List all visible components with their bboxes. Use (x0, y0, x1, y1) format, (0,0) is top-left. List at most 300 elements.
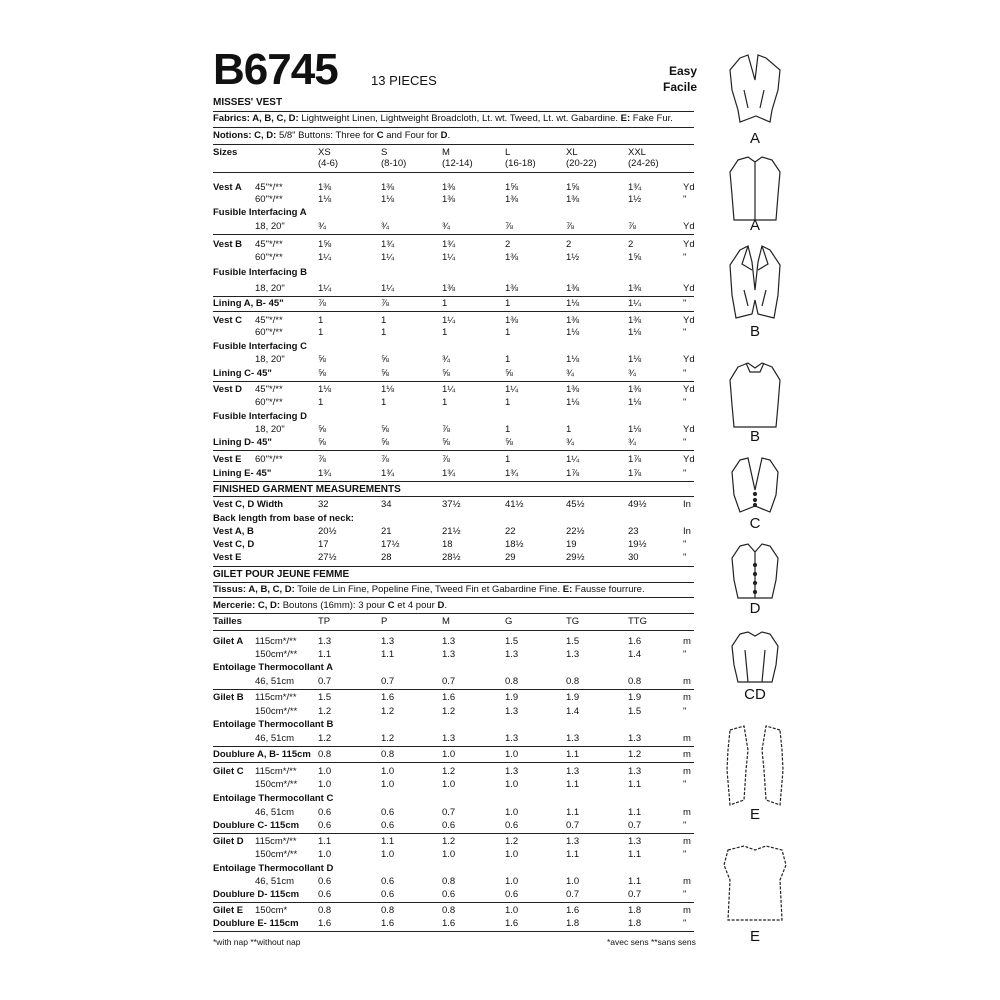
size-header: P (381, 616, 388, 627)
row-value: 1.2 (442, 836, 456, 847)
row-label: Lining D- 45" (213, 437, 272, 448)
view-label-a-1: A (749, 130, 760, 147)
row-value: 0.7 (566, 889, 580, 900)
row-divider (213, 296, 694, 297)
row-value: 1 (442, 397, 448, 408)
row-label: Vest E (213, 454, 242, 465)
row-value: 1⅜ (505, 194, 519, 205)
row-width: 150cm* (255, 905, 288, 916)
size-range: (8-10) (381, 158, 407, 169)
row-unit: " (683, 252, 687, 263)
row-label: Doublure D- 115cm (213, 889, 300, 900)
size-header: M (442, 616, 450, 627)
row-value: 1 (318, 327, 324, 338)
row-value: 1.0 (442, 779, 456, 790)
row-value: 1¼ (442, 384, 456, 395)
row-value: 1.0 (505, 779, 519, 790)
row-label: Lining C- 45" (213, 368, 272, 379)
footnote-fr: *avec sens **sans sens (607, 937, 696, 947)
row-value: 0.8 (318, 749, 332, 760)
row-value: 1⅝ (505, 182, 519, 193)
row-value: ⅝ (318, 437, 326, 448)
row-value: 1.3 (505, 649, 519, 660)
row-label: Back length from base of neck: (213, 513, 354, 524)
row-value: 1.1 (318, 836, 332, 847)
row-value: 0.6 (318, 807, 332, 818)
row-width: 150cm*/** (255, 779, 298, 790)
row-width: 18, 20" (255, 354, 285, 365)
row-value: 1¼ (628, 298, 642, 309)
divider (213, 582, 694, 583)
row-width: 60"*/** (255, 252, 283, 263)
row-unit: In (683, 499, 691, 510)
row-value: 1 (505, 354, 511, 365)
row-value: 41½ (505, 499, 524, 510)
row-value: 1.1 (628, 849, 642, 860)
row-value: 1.3 (566, 649, 580, 660)
row-value: 19½ (628, 539, 647, 550)
row-value: 1⅞ (628, 468, 642, 479)
row-width: 150cm*/** (255, 649, 298, 660)
row-unit: Yd (683, 354, 695, 365)
row-value: 1¼ (442, 252, 456, 263)
row-unit: m (683, 676, 691, 687)
row-value: 1.3 (505, 766, 519, 777)
row-value: 1⅜ (566, 283, 580, 294)
row-value: 1⅞ (566, 468, 580, 479)
vest-e-front-sketch (727, 726, 783, 805)
row-value: 1.3 (628, 836, 642, 847)
row-unit: " (683, 706, 687, 717)
row-label: Vest C (213, 315, 243, 326)
english-fabrics: Fabrics: A, B, C, D: Lightweight Linen, Lightweight Broadcloth, Lt. wt. Tweed, Lt. wt. Gabardine. E: Fake Fur. (213, 113, 673, 124)
row-value: 0.6 (318, 889, 332, 900)
row-label: Vest A (213, 182, 242, 193)
row-value: ⅝ (318, 368, 326, 379)
row-value: 1⅞ (628, 454, 642, 465)
row-value: 1⅛ (566, 354, 580, 365)
size-header: L (505, 147, 511, 158)
vest-b-back-sketch (730, 363, 780, 427)
row-unit: " (683, 552, 687, 563)
row-value: 1⅜ (442, 194, 456, 205)
row-value: 1.3 (566, 836, 580, 847)
row-unit: m (683, 692, 691, 703)
row-value: 0.8 (628, 676, 642, 687)
row-value: 1.8 (628, 905, 642, 916)
row-label: Fusible Interfacing A (213, 207, 307, 218)
row-value: ¾ (381, 221, 389, 232)
footnote-en: *with nap **without nap (213, 937, 301, 947)
row-value: 1.1 (566, 779, 580, 790)
pieces-count: 13 PIECES (371, 73, 437, 88)
row-label: Gilet C (213, 766, 244, 777)
divider (213, 172, 694, 173)
row-unit: " (683, 298, 687, 309)
row-unit: Yd (683, 239, 695, 250)
row-value: 1.2 (442, 766, 456, 777)
row-value: ¾ (318, 221, 326, 232)
row-value: 1½ (628, 194, 642, 205)
row-divider (213, 481, 694, 482)
row-value: 0.6 (505, 889, 519, 900)
row-value: 18 (442, 539, 453, 550)
row-value: 1⅛ (628, 354, 642, 365)
row-value: 1⅜ (442, 182, 456, 193)
size-header: G (505, 616, 513, 627)
view-label-d: D (749, 600, 761, 617)
row-value: 21 (381, 526, 392, 537)
row-width: 60"*/** (255, 454, 283, 465)
row-width: 115cm*/** (255, 636, 297, 647)
row-divider (213, 746, 694, 747)
row-value: ⅞ (318, 454, 326, 465)
vest-c-sketch (732, 458, 778, 512)
row-value: 0.8 (566, 676, 580, 687)
row-value: 1⅛ (318, 384, 332, 395)
finished-title: FINISHED GARMENT MEASUREMENTS (213, 484, 401, 495)
row-label: Vest D (213, 384, 243, 395)
sizes-label-en: Sizes (213, 147, 238, 158)
row-value: 1⅝ (566, 182, 580, 193)
row-width: 45"*/** (255, 315, 283, 326)
row-value: 0.6 (442, 889, 456, 900)
row-value: 1⅛ (381, 384, 395, 395)
vest-e-back-sketch (724, 846, 786, 920)
row-value: 1.8 (628, 918, 642, 929)
view-label-b-2: B (749, 428, 760, 445)
row-value: 0.8 (318, 905, 332, 916)
view-label-cd: CD (744, 686, 766, 703)
row-value: 1 (381, 327, 387, 338)
row-value: 1.2 (318, 733, 332, 744)
row-value: 37½ (442, 499, 461, 510)
size-range: (20-22) (566, 158, 597, 169)
size-range: (24-26) (628, 158, 659, 169)
row-value: 1.2 (505, 836, 519, 847)
row-label: Doublure A, B- 115cm (213, 749, 311, 760)
row-value: 1½ (566, 252, 580, 263)
row-label: Doublure E- 115cm (213, 918, 299, 929)
row-value: 0.6 (505, 820, 519, 831)
row-width: 18, 20" (255, 221, 285, 232)
row-value: 0.6 (381, 820, 395, 831)
row-value: 1.3 (628, 766, 642, 777)
row-value: 23 (628, 526, 639, 537)
row-value: 20½ (318, 526, 337, 537)
size-header: TTG (628, 616, 647, 627)
row-width: 60"*/** (255, 397, 283, 408)
row-value: 19 (566, 539, 577, 550)
row-value: 1.0 (505, 807, 519, 818)
row-divider (213, 931, 694, 932)
row-value: 1.3 (318, 636, 332, 647)
row-value: 1⅛ (566, 298, 580, 309)
row-value: 1⅜ (505, 252, 519, 263)
row-value: 1 (442, 327, 448, 338)
row-value: 1⅜ (566, 194, 580, 205)
divider (213, 597, 694, 598)
row-divider (213, 902, 694, 903)
row-value: 29½ (566, 552, 585, 563)
divider (213, 127, 694, 128)
french-notions: Mercerie: C, D: Boutons (16mm): 3 pour C et 4 pour D. (213, 600, 447, 611)
size-range: (4-6) (318, 158, 339, 169)
row-value: ⅞ (442, 454, 450, 465)
row-value: ⅞ (628, 221, 636, 232)
row-unit: " (683, 327, 687, 338)
row-value: 28 (381, 552, 392, 563)
row-unit: " (683, 849, 687, 860)
row-width: 60"*/** (255, 194, 283, 205)
row-value: 21½ (442, 526, 461, 537)
row-value: 0.8 (381, 749, 395, 760)
row-unit: Yd (683, 454, 695, 465)
row-value: 1.1 (566, 849, 580, 860)
row-unit: " (683, 918, 687, 929)
row-unit: m (683, 636, 691, 647)
row-label: Gilet A (213, 636, 244, 647)
row-divider (213, 689, 694, 690)
row-unit: Yd (683, 315, 695, 326)
row-value: 1.3 (505, 706, 519, 717)
row-unit: " (683, 437, 687, 448)
row-value: 0.6 (442, 820, 456, 831)
row-value: 1.6 (628, 636, 642, 647)
row-value: 0.8 (381, 905, 395, 916)
row-width: 45"*/** (255, 182, 283, 193)
row-unit: Yd (683, 182, 695, 193)
row-unit: Yd (683, 424, 695, 435)
size-header: TP (318, 616, 331, 627)
row-value: ¾ (566, 368, 574, 379)
row-value: 1.2 (381, 733, 395, 744)
row-value: 0.6 (318, 820, 332, 831)
row-value: 1¾ (505, 468, 519, 479)
row-value: 1.5 (505, 636, 519, 647)
row-value: 1¼ (442, 315, 456, 326)
row-width: 115cm*/** (255, 692, 297, 703)
row-unit: " (683, 820, 687, 831)
row-value: 28½ (442, 552, 461, 563)
divider (213, 613, 694, 614)
row-value: ¾ (442, 221, 450, 232)
row-width: 150cm*/** (255, 849, 298, 860)
row-unit: Yd (683, 221, 695, 232)
row-unit: m (683, 807, 691, 818)
row-value: ⅝ (381, 354, 389, 365)
view-label-b-1: B (749, 323, 760, 340)
row-value: ⅞ (566, 221, 574, 232)
row-value: 1 (505, 397, 511, 408)
row-label: Entoilage Thermocollant D (213, 863, 334, 874)
row-value: 1 (566, 424, 572, 435)
row-unit: m (683, 733, 691, 744)
row-value: 1.3 (442, 733, 456, 744)
vest-a-back-sketch (730, 157, 780, 220)
row-value: 1 (442, 298, 448, 309)
row-value: 1 (381, 315, 387, 326)
vest-cd-back-sketch (732, 632, 778, 682)
row-value: 1.1 (628, 876, 642, 887)
row-label: Lining E- 45" (213, 468, 272, 479)
row-value: 1.0 (505, 849, 519, 860)
row-value: ⅝ (381, 437, 389, 448)
row-value: 1.3 (566, 733, 580, 744)
row-label: Entoilage Thermocollant C (213, 793, 334, 804)
size-header: M (442, 147, 450, 158)
row-value: 45½ (566, 499, 585, 510)
row-unit: " (683, 368, 687, 379)
english-title: MISSES' VEST (213, 97, 283, 108)
row-value: ¾ (442, 354, 450, 365)
row-value: 1.1 (566, 807, 580, 818)
row-value: ⅝ (381, 368, 389, 379)
row-value: 1⅜ (381, 182, 395, 193)
row-value: 1.6 (318, 918, 332, 929)
row-value: 1.2 (628, 749, 642, 760)
row-value: 22½ (566, 526, 585, 537)
row-value: 0.6 (381, 889, 395, 900)
french-title: GILET POUR JEUNE FEMME (213, 569, 350, 580)
row-value: 1.0 (505, 749, 519, 760)
row-value: 1.1 (628, 807, 642, 818)
vest-d-sketch (732, 544, 778, 598)
row-label: Vest C, D Width (213, 499, 284, 510)
row-divider (213, 234, 694, 235)
row-value: 1.2 (442, 706, 456, 717)
row-value: 1¼ (566, 454, 580, 465)
row-label: Fusible Interfacing D (213, 411, 307, 422)
row-value: 1 (381, 397, 387, 408)
row-value: ⅝ (442, 437, 450, 448)
row-value: 1¼ (318, 252, 332, 263)
row-value: 1.3 (381, 636, 395, 647)
row-value: ⅞ (381, 298, 389, 309)
row-value: 1.6 (442, 918, 456, 929)
row-value: 1.9 (628, 692, 642, 703)
row-value: 1⅛ (318, 194, 332, 205)
row-value: 1⅜ (628, 283, 642, 294)
row-label: Vest A, B (213, 526, 254, 537)
row-value: ⅝ (505, 437, 513, 448)
size-header: XS (318, 147, 331, 158)
row-value: 1.5 (628, 706, 642, 717)
row-value: 0.6 (381, 807, 395, 818)
row-unit: m (683, 905, 691, 916)
row-value: ¾ (628, 368, 636, 379)
row-unit: " (683, 779, 687, 790)
row-value: 0.8 (442, 876, 456, 887)
view-label-c: C (749, 515, 761, 532)
row-value: ⅝ (381, 424, 389, 435)
row-divider (213, 311, 694, 312)
row-value: 1.2 (381, 706, 395, 717)
row-value: 17½ (381, 539, 400, 550)
size-header: TG (566, 616, 580, 627)
row-value: 1¼ (505, 384, 519, 395)
row-value: 1⅜ (566, 315, 580, 326)
row-value: 0.7 (381, 676, 395, 687)
row-label: Gilet D (213, 836, 244, 847)
row-value: 1⅜ (442, 283, 456, 294)
row-value: 1.9 (566, 692, 580, 703)
row-value: 1.3 (566, 766, 580, 777)
row-value: 1.0 (505, 876, 519, 887)
row-label: Entoilage Thermocollant A (213, 662, 333, 673)
row-value: 1.6 (381, 692, 395, 703)
french-fabrics: Tissus: A, B, C, D: Toile de Lin Fine, Popeline Fine, Tweed Fin et Gabardine Fine. E: Fausse fourrure. (213, 584, 645, 595)
row-value: 1.3 (505, 733, 519, 744)
size-header: XL (566, 147, 578, 158)
divider (213, 111, 694, 112)
row-value: 1.0 (381, 779, 395, 790)
row-value: 1⅜ (505, 283, 519, 294)
row-value: 1.4 (566, 706, 580, 717)
row-value: 0.6 (381, 876, 395, 887)
row-width: 45"*/** (255, 239, 283, 250)
row-value: 1.0 (566, 876, 580, 887)
row-value: 0.6 (318, 876, 332, 887)
row-value: 1.0 (381, 766, 395, 777)
view-label-e-1: E (749, 806, 760, 823)
row-divider (213, 450, 694, 451)
row-value: 49½ (628, 499, 647, 510)
row-unit: " (683, 397, 687, 408)
row-value: 1¾ (442, 239, 456, 250)
row-value: 1.0 (318, 779, 332, 790)
row-unit: m (683, 749, 691, 760)
row-value: 1.8 (566, 918, 580, 929)
view-label-e-2: E (749, 928, 760, 945)
row-value: 0.8 (442, 905, 456, 916)
row-value: 0.7 (318, 676, 332, 687)
row-value: 1 (318, 397, 324, 408)
row-unit: m (683, 766, 691, 777)
row-value: 1⅜ (505, 315, 519, 326)
row-value: 32 (318, 499, 329, 510)
row-unit: m (683, 836, 691, 847)
row-value: 1.3 (628, 733, 642, 744)
row-unit: " (683, 889, 687, 900)
row-value: 18½ (505, 539, 524, 550)
row-value: 1.0 (442, 749, 456, 760)
row-unit: " (683, 194, 687, 205)
row-value: 1⅛ (566, 397, 580, 408)
row-value: 1.4 (628, 649, 642, 660)
row-value: 0.7 (628, 889, 642, 900)
difficulty-fr: Facile (663, 80, 698, 94)
divider (213, 496, 694, 497)
row-value: 1 (505, 454, 511, 465)
row-unit: " (683, 539, 687, 550)
row-value: 34 (381, 499, 392, 510)
row-value: 1⅝ (318, 239, 332, 250)
difficulty-en: Easy (669, 64, 698, 78)
row-value: ⅝ (442, 368, 450, 379)
row-value: 1 (505, 298, 511, 309)
row-value: 0.7 (442, 807, 456, 818)
row-value: 1 (505, 327, 511, 338)
row-value: 1.1 (566, 749, 580, 760)
row-value: 27½ (318, 552, 337, 563)
vest-a-front-sketch (730, 55, 780, 122)
row-value: 1⅜ (566, 384, 580, 395)
row-value: 1.5 (318, 692, 332, 703)
pattern-number: B6745 (213, 45, 338, 94)
row-unit: Yd (683, 283, 695, 294)
row-value: 1.0 (381, 849, 395, 860)
